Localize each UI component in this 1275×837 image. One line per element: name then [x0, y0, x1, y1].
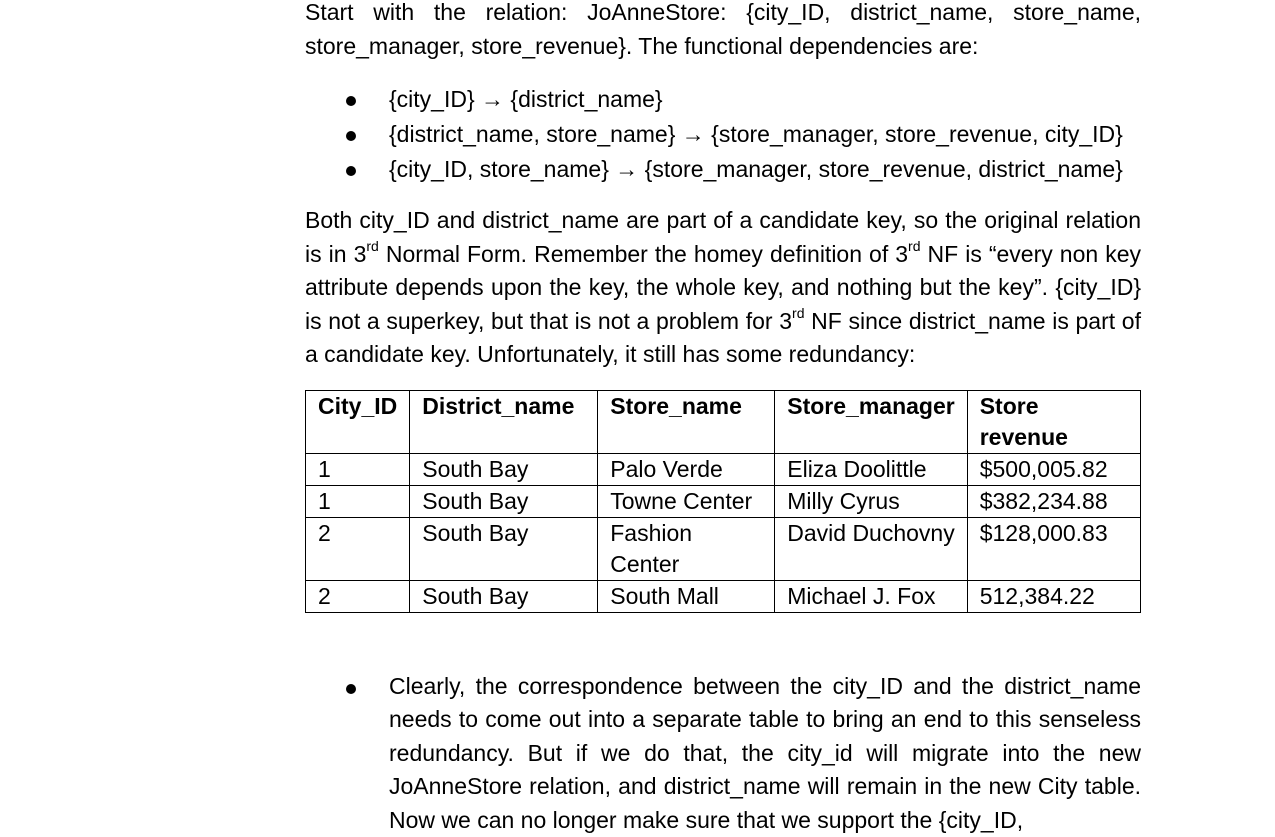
table-cell: 2: [306, 517, 410, 580]
bullet-icon: [346, 96, 356, 106]
nf-superscript-3: rd: [792, 305, 804, 321]
table-row: [306, 517, 1141, 580]
table-cell: 512,384.22: [967, 580, 1140, 612]
table-header-row: [306, 390, 1141, 453]
column-header: Store revenue: [967, 390, 1140, 453]
intro-paragraph: Start with the relation: JoAnneStore: {city_ID, district_name, store_name, store_manager, store_revenue}. The functional dependencies are:: [305, 0, 1141, 63]
table-cell: Towne Center: [598, 485, 775, 517]
dependency-text: {city_ID} → {district_name}: [389, 86, 663, 112]
column-header: Store_manager: [775, 390, 967, 453]
column-header: City_ID: [306, 390, 410, 453]
dependency-list: [305, 82, 1141, 187]
table-cell: 1: [306, 485, 410, 517]
nf-text-1: Both city_ID and district_name are part of a candidate key, so the original relation is in 3: [305, 207, 1141, 267]
normal-form-paragraph: [305, 204, 1141, 372]
table-row: [306, 453, 1141, 485]
document-page: [305, 0, 1141, 837]
table-cell: $500,005.82: [967, 453, 1140, 485]
dependency-item: [305, 117, 1141, 152]
nf-text-3: NF is “every non key attribute depends upon the key, the whole key, and nothing but the key”. {city_ID} is not a superkey, but that is not a problem for 3: [305, 241, 1141, 334]
table-cell: Fashion Center: [598, 517, 775, 580]
bullet-icon: [346, 131, 356, 141]
table-cell: $382,234.88: [967, 485, 1140, 517]
table-cell: South Bay: [410, 453, 598, 485]
table-cell: South Bay: [410, 517, 598, 580]
dependency-item: [305, 82, 1141, 117]
table-cell: $128,000.83: [967, 517, 1140, 580]
nf-superscript-1: rd: [366, 238, 378, 254]
table-row: [306, 580, 1141, 612]
nf-superscript-2: rd: [908, 238, 920, 254]
column-header: Store_name: [598, 390, 775, 453]
dependency-text: {district_name, store_name} → {store_manager, store_revenue, city_ID}: [389, 121, 1123, 147]
table-cell: South Bay: [410, 485, 598, 517]
column-header: District_name: [410, 390, 598, 453]
table-row: [306, 485, 1141, 517]
table-cell: Palo Verde: [598, 453, 775, 485]
final-bullet: [305, 670, 1141, 837]
final-bullet-text: Clearly, the correspondence between the city_ID and the district_name needs to come out into a separate table to bring an end to this senseless redundancy. But if we do that, the city_id will migrate into the new JoAnneStore relation, and district_name will remain in the new City table. Now we can no longer make sure that we support the {city_ID,: [389, 670, 1141, 837]
dependency-item: [305, 152, 1141, 187]
table-cell: Milly Cyrus: [775, 485, 967, 517]
bullet-icon: [346, 166, 356, 176]
bullet-icon: [346, 684, 356, 694]
table-cell: 1: [306, 453, 410, 485]
table-cell: Michael J. Fox: [775, 580, 967, 612]
table-cell: Eliza Doolittle: [775, 453, 967, 485]
nf-text-4: NF since district_name is part of a candidate key. Unfortunately, it still has some redundancy:: [305, 308, 1141, 368]
nf-text-2: Normal Form. Remember the homey definition of 3: [379, 241, 908, 267]
table-cell: South Mall: [598, 580, 775, 612]
dependency-text: {city_ID, store_name} → {store_manager, store_revenue, district_name}: [389, 156, 1123, 182]
table-cell: David Duchovny: [775, 517, 967, 580]
table-cell: South Bay: [410, 580, 598, 612]
redundancy-table: [305, 390, 1141, 613]
table-cell: 2: [306, 580, 410, 612]
